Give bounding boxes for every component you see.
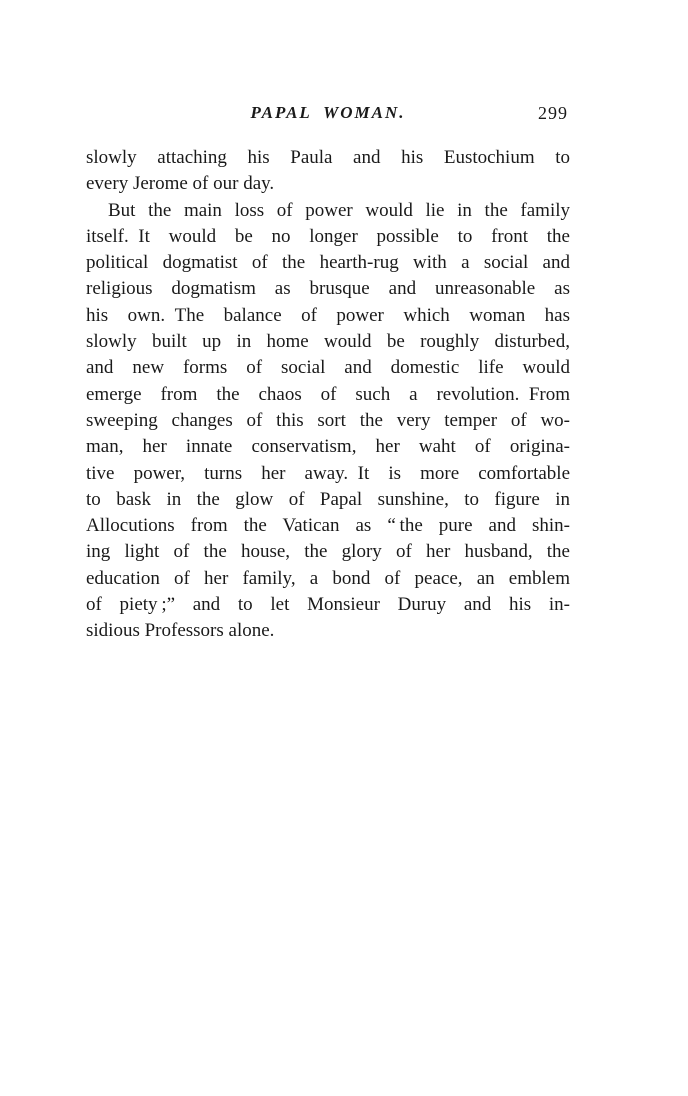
page-header [86,103,570,123]
running-title: PAPAL WOMAN. [250,103,406,122]
text-line: ing light of the house, the glory of her husband, the [86,541,570,563]
text-line: sweeping changes of this sort the very temper of wo- [86,409,570,431]
text-line: tive power, turns her away. It is more comfortable [86,462,570,484]
text-line: his own. The balance of power which woman has [86,304,570,326]
text-line: emerge from the chaos of such a revolution. From [86,383,570,405]
text-line: sidious Professors alone. [86,620,275,642]
text-line: slowly built up in home would be roughly disturbed, [86,331,570,353]
body-text [86,145,570,645]
text-line: itself. It would be no longer possible to front the [86,225,570,247]
text-line: Allocutions from the Vatican as “ the pure and shin- [86,515,570,537]
paragraph [86,145,570,198]
text-block [86,103,570,645]
text-line: But the main loss of power would lie in the family [108,199,570,221]
text-line: political dogmatist of the hearth-rug with a social and [86,252,570,274]
text-line: slowly attaching his Paula and his Eustochium to [86,147,570,168]
text-line: religious dogmatism as brusque and unreasonable as [86,278,570,300]
text-line: of piety ;” and to let Monsieur Duruy and his in- [86,594,570,616]
paragraph [86,198,570,645]
text-line: to bask in the glow of Papal sunshine, to figure in [86,488,570,510]
text-line: and new forms of social and domestic life would [86,357,570,379]
text-line: education of her family, a bond of peace, an emblem [86,567,570,589]
text-line: man, her innate conservatism, her waht of origina- [86,436,570,458]
text-line: every Jerome of our day. [86,173,275,195]
page-number: 299 [538,103,568,123]
